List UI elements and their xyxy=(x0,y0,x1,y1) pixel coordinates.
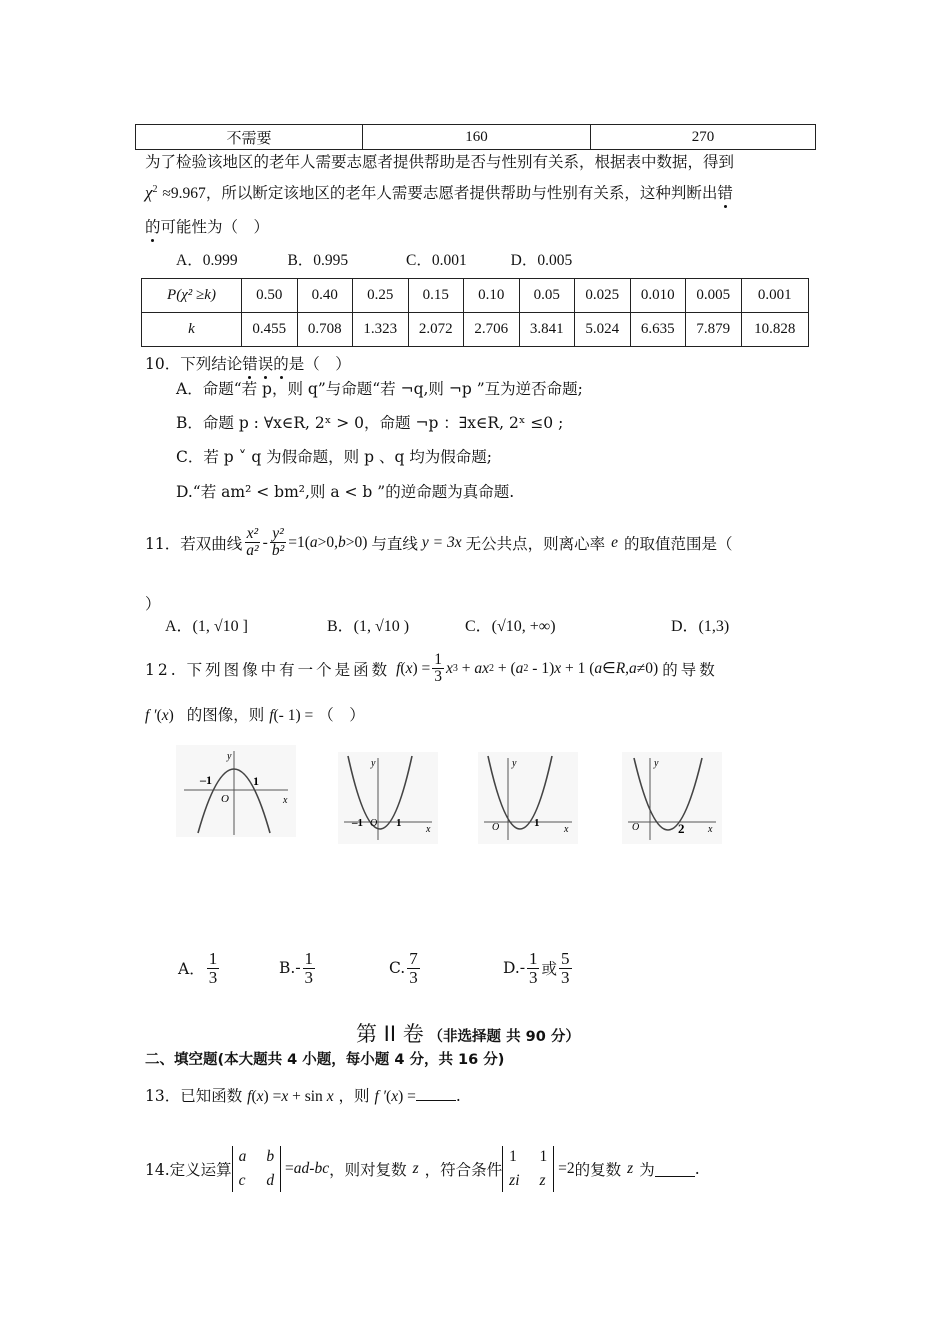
svg-text:O: O xyxy=(492,822,500,833)
graph-4 xyxy=(622,752,722,844)
section2-heading: 二、填空题(本大题共 4 小题，每小题 4 分，共 16 分) xyxy=(145,1052,505,1068)
x2-a2: $\frac{\text{x²}}{\text{a²}}$ xyxy=(246,525,259,560)
svg-text:x: x xyxy=(426,824,431,835)
option-a: A．(1, √10 ] xyxy=(165,618,248,635)
option-d: D．0.005 xyxy=(510,252,573,269)
k-value-cell: 2.072 xyxy=(408,313,464,347)
graph-1-origin: O xyxy=(221,793,229,805)
q11-stem: 11．若双曲线 $\frac{\text{x²}}{\text{a²}}$ - $\frac{\text{y²}}{\text{b²}}$ =1( a >0, b >0) 与直线 y = 3x 无公共点，则离心率 e 的取值范围是（ xyxy=(145,525,733,560)
q11-options xyxy=(165,613,729,636)
chi-square-table xyxy=(141,278,809,347)
option-b: B．(1, √10 ) xyxy=(327,618,410,635)
k-value-cell: 3.841 xyxy=(519,313,575,347)
p-value-cell: 0.25 xyxy=(353,279,409,313)
svg-text:–1: –1 xyxy=(352,817,363,829)
graph-2 xyxy=(338,752,438,844)
svg-text:y: y xyxy=(512,758,517,769)
p-value-cell: 0.15 xyxy=(408,279,464,313)
svg-text:x: x xyxy=(564,824,569,835)
option-c: C．(√10, +∞) xyxy=(465,618,556,635)
q10-option-b: B．命题 p : ∀x∈R, 2ˣ > 0，命题 ¬p ：∃x∈R, 2ˣ ≤0 ; xyxy=(176,414,564,432)
part2-title: 第 II 卷 （非选择题 共 90 分） xyxy=(356,1022,580,1046)
q12-option-d: D. - $\frac{1}{3}$ 或 $\frac{5}{3}$ xyxy=(503,949,570,987)
q12-option-b: B. - $\frac{1}{3}$ xyxy=(279,949,313,987)
option-c: C．0.001 xyxy=(406,252,467,269)
q13: 13．已知函数 f(x) =x + sin x ，则 f ′(x) = . xyxy=(145,1087,461,1105)
need-table xyxy=(135,124,816,150)
p-value-cell: 0.50 xyxy=(242,279,298,313)
q9-options xyxy=(176,248,572,270)
p-value-cell: 0.001 xyxy=(741,279,809,313)
svg-text:1: 1 xyxy=(396,817,402,829)
k-value-cell: 0.708 xyxy=(297,313,353,347)
male-count: 160 xyxy=(363,125,591,150)
k-label: k xyxy=(142,313,242,347)
q12-option-c: C. $\frac{7}{3}$ xyxy=(389,949,418,987)
k-value-cell: 5.024 xyxy=(575,313,631,347)
q12-line2: f ′(x) 的图像，则 f(- 1) = （ ） xyxy=(145,706,365,724)
q9-line2: $\chi^2 \approx 9.967$，所以断定该地区的老年人需要志愿者提供帮助与性别有关系，这种判断出错 xyxy=(145,183,733,202)
graph-1-label-neg1: –1 xyxy=(200,773,212,787)
q10-option-d: D.“若 am² < bm²,则 a < b ”的逆命题为真命题. xyxy=(176,483,515,501)
p-value-cell: 0.10 xyxy=(464,279,520,313)
option-b: B．0.995 xyxy=(287,252,349,269)
q10-option-c: C．若 p ˅ q 为假命题，则 p 、q 均为假命题; xyxy=(176,448,493,466)
p-value-cell: 0.40 xyxy=(297,279,353,313)
q14: 14.定义运算 a b c d = ad - bc ，则对复数 z ，符合条件 1 1 zi z =2 的复数 z 为 . xyxy=(145,1146,700,1192)
table-row-label: 不需要 xyxy=(136,125,363,150)
answer-blank[interactable] xyxy=(416,1086,456,1101)
option-a: A．0.999 xyxy=(176,252,238,269)
k-value-cell: 1.323 xyxy=(353,313,409,347)
k-value-cell: 2.706 xyxy=(464,313,520,347)
svg-text:y: y xyxy=(227,751,232,762)
option-d: D．(1,3) xyxy=(671,618,730,635)
p-value-cell: 0.005 xyxy=(686,279,742,313)
svg-text:O: O xyxy=(370,818,378,829)
q9-line1: 为了检验该地区的老年人需要志愿者提供帮助是否与性别有关系，根据表中数据，得到 xyxy=(145,153,735,171)
svg-text:1: 1 xyxy=(534,817,540,829)
svg-text:2: 2 xyxy=(678,821,685,836)
y2-b2: $\frac{\text{y²}}{\text{b²}}$ xyxy=(271,525,285,560)
p-value-cell: 0.025 xyxy=(575,279,631,313)
q12-stem: 12. 下列图像中有一个是函数 f ( x ) = $\frac{1}{3}$ x 3 + ax 2 + ( a 2 - 1) x + 1 ( a ∈ R , a ≠0) 的导数 xyxy=(145,651,718,686)
graph-3 xyxy=(478,752,578,844)
p-value-cell: 0.010 xyxy=(630,279,686,313)
line-equation: y = 3x xyxy=(421,533,462,551)
female-count: 270 xyxy=(591,125,816,150)
p-label: P(χ² ≥k) xyxy=(142,279,242,313)
graph-1-label-1: 1 xyxy=(253,774,259,788)
svg-text:x: x xyxy=(283,795,288,806)
k-value-cell: 6.635 xyxy=(630,313,686,347)
p-value-cell: 0.05 xyxy=(519,279,575,313)
q12-option-a: A． $\frac{1}{3}$ xyxy=(178,949,218,987)
q9-line3: 的可能性为（ ） xyxy=(145,218,270,236)
k-value-cell: 7.879 xyxy=(686,313,742,347)
q11-close: ） xyxy=(145,595,161,613)
k-value-cell: 0.455 xyxy=(242,313,298,347)
svg-text:x: x xyxy=(708,824,713,835)
q10-stem: 10．下列结论错误的是（ ） xyxy=(145,355,351,373)
svg-text:y: y xyxy=(654,758,659,769)
svg-text:O: O xyxy=(632,822,640,833)
chi-value: ≈9.967 xyxy=(162,185,206,202)
answer-blank[interactable] xyxy=(655,1162,695,1177)
q10-option-a: A．命题“若 p，则 q”与命题“若 ¬q,则 ¬p ”互为逆否命题; xyxy=(176,380,583,398)
k-value-cell: 10.828 xyxy=(741,313,809,347)
graph-1 xyxy=(176,745,296,837)
svg-text:y: y xyxy=(371,758,376,769)
